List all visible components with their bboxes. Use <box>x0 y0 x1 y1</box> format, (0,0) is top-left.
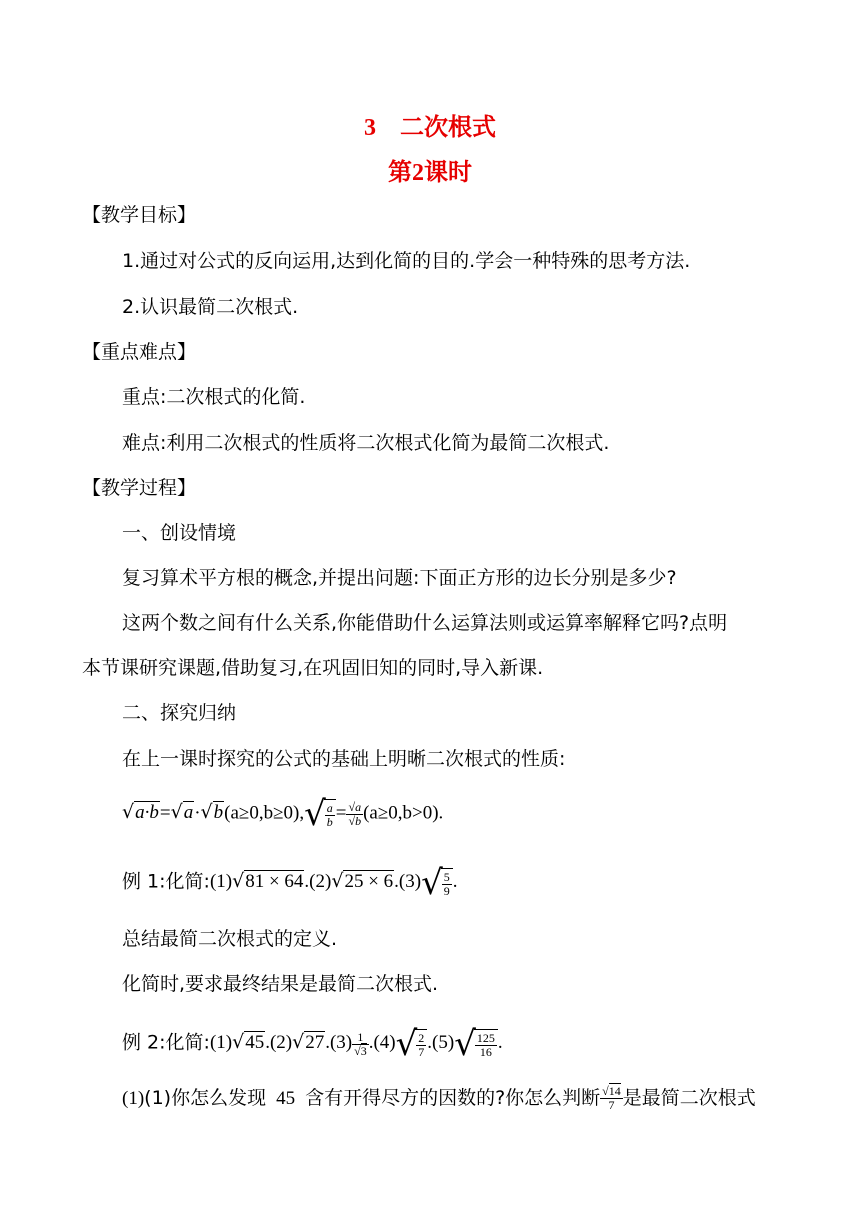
lesson-title-text: 二次根式 <box>400 113 496 141</box>
radicand-a: a <box>183 802 194 824</box>
frac-num-a: a <box>326 800 333 815</box>
question-part-a: (1)你怎么发现 <box>144 1087 267 1109</box>
key-heading: 【重点难点】 <box>82 341 197 363</box>
step2-paragraph-1: 在上一课时探究的公式的基础上明晰二次根式的性质: <box>122 748 566 770</box>
question-part-b: 含有开得尽方的因数的?你怎么判断 <box>305 1087 601 1109</box>
question-fraction: $\frac{√14}{7}$ <box>602 1084 621 1112</box>
goal-1: 1.通过对公式的反向运用,达到化简的目的.学会一种特殊的思考方法. <box>122 250 691 272</box>
ex2-frac3-num: 1 <box>352 1031 369 1045</box>
radicand-b: b <box>213 802 224 824</box>
property-formula: √a·b=√a·√b(a≥0,b≥0),√ $\frac{a}{b}$ = $\frac{√a}{√b}$ (a≥0,b>0). <box>122 794 444 834</box>
sqrt-b: √b <box>200 801 224 824</box>
sqrt-ab: √a·b <box>122 801 159 824</box>
ex2-frac5-num: 125 <box>476 1030 495 1045</box>
requirement-text: 化简时,要求最终结果是最简二次根式. <box>122 973 439 995</box>
ex2-radicand-1: 45 <box>245 1032 265 1054</box>
sqrt-a: √a <box>170 801 194 824</box>
ex1-frac-den: 9 <box>443 883 450 898</box>
ex1-radicand-1: 81 × 64 <box>245 871 304 893</box>
ex2-frac4-den: 7 <box>418 1044 425 1059</box>
question-frac-num: 14 <box>608 1084 621 1098</box>
step1-paragraph-2a: 这两个数之间有什么关系,你能借助什么运算法则或运算率解释它吗?点明 <box>122 612 728 634</box>
frac2-den-b: b <box>355 813 362 828</box>
step1-paragraph-2b: 本节课研究课题,借助复习,在巩固旧知的同时,导入新课. <box>82 657 544 679</box>
sqrt-fraction-ab: √ $\frac{a}{b}$ <box>304 797 336 831</box>
condition-2: (a≥0,b>0). <box>363 802 444 824</box>
ex2-frac5-den: 16 <box>479 1044 492 1059</box>
subtitle-prefix: 第 <box>388 158 412 186</box>
goal-2: 2.认识最简二次根式. <box>122 296 299 318</box>
ex2-radicand-2: 27 <box>305 1032 325 1054</box>
step2-title: 二、探究归纳 <box>122 702 237 724</box>
example-2-label: 例 2:化简: <box>122 1031 210 1054</box>
question-frac-den: 7 <box>608 1098 615 1112</box>
frac-den-b: b <box>326 814 333 829</box>
lesson-title <box>0 112 860 143</box>
example-2: 例 2:化简:(1)√45.(2)√27.(3) $\frac{1}{√3}$ .(4)√ $\frac{2}{7}$ .(5)√ $\frac{125}{16}$ . <box>122 1024 503 1064</box>
question-1: (1)(1)你怎么发现 45 含有开得尽方的因数的?你怎么判断 $\frac{√14}{7}$ 是最简二次根式 <box>122 1084 756 1112</box>
question-number: 45 <box>276 1088 296 1109</box>
ex2-frac3-den: 3 <box>360 1043 367 1058</box>
ex1-frac-num: 5 <box>443 869 450 884</box>
fraction-sqrt-a-over-sqrt-b: $\frac{√a}{√b}$ <box>348 799 362 828</box>
subtitle-number: 2 <box>412 160 424 186</box>
lesson-number: 3 <box>364 115 376 141</box>
process-heading: 【教学过程】 <box>82 477 197 499</box>
example-1: 例 1:化简:(1)√81 × 64.(2)√25 × 6.(3)√ $\frac{5}{9}$ . <box>122 863 458 903</box>
condition-1: (a≥0,b≥0), <box>224 802 305 824</box>
ex2-frac4-num: 2 <box>418 1030 425 1045</box>
summary-text: 总结最简二次根式的定义. <box>122 928 338 950</box>
step1-paragraph-1: 复习算术平方根的概念,并提出问题:下面正方形的边长分别是多少? <box>122 567 677 589</box>
frac2-num-a: a <box>355 799 362 814</box>
step1-title: 一、创设情境 <box>122 522 237 544</box>
lesson-subtitle <box>0 157 860 188</box>
key-point: 重点:二次根式的化简. <box>122 386 306 408</box>
radicand-ab: a·b <box>135 802 159 824</box>
ex1-radicand-2: 25 × 6 <box>344 871 394 893</box>
goals-heading: 【教学目标】 <box>82 204 197 226</box>
question-part-c: 是最简二次根式 <box>622 1087 756 1109</box>
difficulty-point: 难点:利用二次根式的性质将二次根式化简为最简二次根式. <box>122 432 610 454</box>
example-1-label: 例 1:化简: <box>122 870 210 893</box>
subtitle-suffix: 课时 <box>424 158 472 186</box>
